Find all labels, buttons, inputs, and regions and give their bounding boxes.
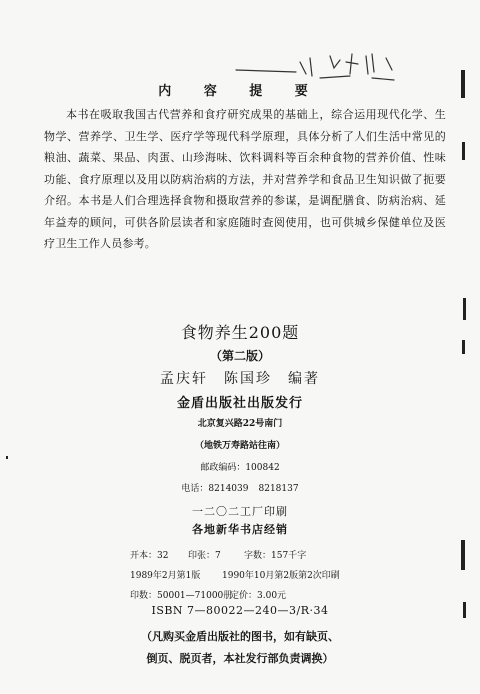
notice-line: （凡购买金盾出版社的图书，如有缺页、 <box>141 630 339 643</box>
sheets-label: 印张： <box>188 551 216 561</box>
distributor-line: 各地新华书店经销 <box>192 523 288 536</box>
postcode-label: 邮政编码： <box>200 463 246 473</box>
phone-number: 8214039 <box>208 484 249 494</box>
book-title: 食物养生200题 <box>180 323 300 342</box>
phone-line <box>0 481 480 494</box>
format-label: 开本： <box>130 551 158 561</box>
words-value: 157千字 <box>271 551 307 561</box>
format-value: 32 <box>157 551 169 561</box>
publisher-line: 金盾出版社出版发行 <box>176 396 303 411</box>
words-label: 字数： <box>244 551 272 561</box>
second-edition: 1990年10月第2版第2次印刷 <box>222 571 340 581</box>
publisher-address: 北京复兴路22号南门 <box>197 419 283 429</box>
phone-label: 电话： <box>181 484 209 494</box>
summary-paragraph: 本书在吸取我国古代营养和食疗研究成果的基础上，综合运用现代化学、生物学、营养学、卫生学、医疗学等现代科学原理，具体分析了人们生活中常见的粮油、蔬菜、果品、肉蛋、山珍海味、饮料调料等百余种食物的营养价值、性味功能、食疗原理以及用以防病治病的方法，并对营养学和食品卫生知识做了扼要介绍。本书是人们合理选择食物和摄取营养的参谋，是调配膳食、防病治病、延年益寿的顾问，可供各阶层读者和家庭随时查阅使用，也可供城乡保健单位及医疗卫生工作人员参考。 <box>44 108 446 250</box>
price-value: 3.00元 <box>257 591 287 601</box>
edition-label: （第二版） <box>209 349 270 363</box>
postcode-value: 100842 <box>245 463 280 473</box>
publisher-route: （地铁万寿路站往南） <box>194 441 285 451</box>
format-specs <box>130 548 450 561</box>
author-name: 孟庆轩 <box>160 371 208 387</box>
author-name: 陈国珍 <box>224 371 272 387</box>
sheets-value: 7 <box>215 551 221 561</box>
postcode-line <box>0 460 480 473</box>
price-label: 定价： <box>230 591 258 601</box>
replacement-notice <box>0 626 480 670</box>
edition-history <box>130 568 450 581</box>
author-line <box>0 368 480 388</box>
print-run-line <box>130 588 450 601</box>
author-role: 编著 <box>288 371 320 387</box>
notice-line: 倒页、脱页者，本社发行部负责调换） <box>146 652 334 665</box>
print-run-value: 50001—71000册 <box>157 591 233 601</box>
isbn: ISBN 7—80022—240—3/R·34 <box>151 604 329 617</box>
summary-heading: 内 容 提 要 <box>158 84 322 99</box>
print-run-label: 印数： <box>130 591 158 601</box>
first-edition: 1989年2月第1版 <box>130 571 201 581</box>
phone-number: 8218137 <box>258 484 299 494</box>
printer-line: 一二〇二工厂印刷 <box>192 505 288 518</box>
